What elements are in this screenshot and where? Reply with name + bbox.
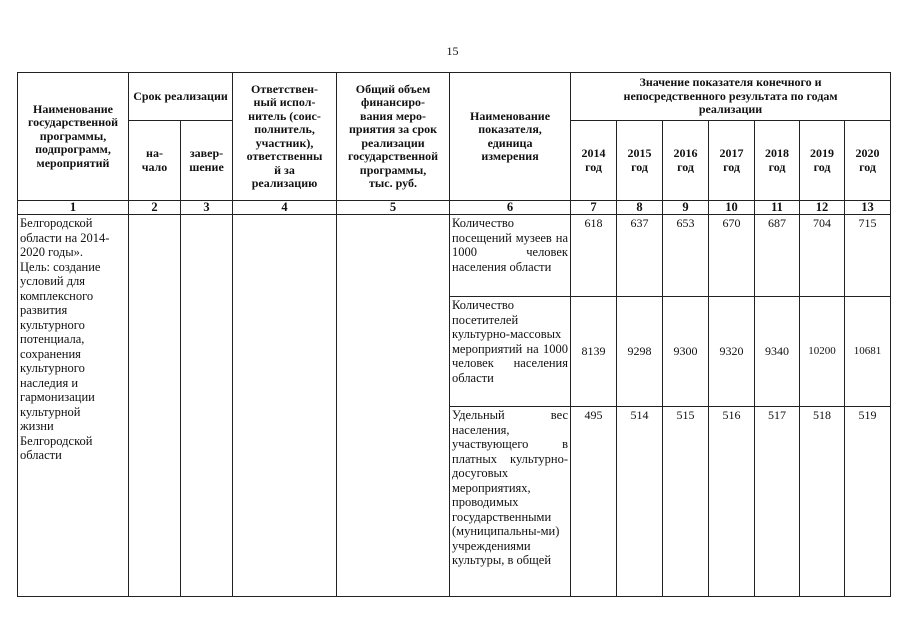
value-cell: 637 — [617, 215, 663, 297]
indicator-name: Количество посетителей культурно-массовых мероприятий на 1000 человек населения области — [450, 297, 571, 407]
value-cell: 515 — [663, 407, 709, 597]
value-cell: 670 — [709, 215, 755, 297]
header-program-name: Наименование государственной программы, подпрограмм, мероприятий — [18, 73, 129, 201]
col-num-9: 9 — [663, 201, 709, 215]
header-indicator: Наименование показателя, единица измерения — [450, 73, 571, 201]
value-cell: 8139 — [571, 297, 617, 407]
col-num-1: 1 — [18, 201, 129, 215]
header-volume: Общий объем финансиро- вания меро- приятия за срок реализации государственной программы, тыс. руб. — [337, 73, 450, 201]
col-num-10: 10 — [709, 201, 755, 215]
col-num-6: 6 — [450, 201, 571, 215]
header-year-2015: 2015 год — [617, 121, 663, 201]
header-year-2019: 2019 год — [800, 121, 845, 201]
value-cell: 9340 — [755, 297, 800, 407]
header-end: завер- шение — [181, 121, 233, 201]
header-year-2016: 2016 год — [663, 121, 709, 201]
col-num-3: 3 — [181, 201, 233, 215]
table-row — [18, 215, 891, 297]
col-num-2: 2 — [129, 201, 181, 215]
header-year-2020: 2020 год — [845, 121, 891, 201]
header-start: на- чало — [129, 121, 181, 201]
cell-volume — [337, 215, 450, 597]
value-cell: 10681 — [845, 297, 891, 407]
page-number: 15 — [446, 44, 459, 58]
col-num-8: 8 — [617, 201, 663, 215]
col-num-5: 5 — [337, 201, 450, 215]
col-num-4: 4 — [233, 201, 337, 215]
header-year-2017: 2017 год — [709, 121, 755, 201]
column-number-row — [18, 201, 891, 215]
indicator-name: Количество посещений музеев на 1000 человек населения области — [450, 215, 571, 297]
col-num-13: 13 — [845, 201, 891, 215]
value-cell: 9300 — [663, 297, 709, 407]
value-cell: 715 — [845, 215, 891, 297]
header-year-2018: 2018 год — [755, 121, 800, 201]
program-description: Белгородской области на 2014- 2020 годы». Цель: создание условий для комплексного развития культурного потенциала, сохранения культурного наследия и гармонизации культурной жизни Белгородской области — [18, 215, 129, 597]
value-cell: 10200 — [800, 297, 845, 407]
header-period: Срок реализации — [129, 73, 233, 121]
value-cell: 514 — [617, 407, 663, 597]
value-cell: 518 — [800, 407, 845, 597]
indicator-name: Удельный вес населения, участвующего в платных культурно-досуговых мероприятиях, проводимых государственными (муниципальны-ми) учреждениями культуры, в общей — [450, 407, 571, 597]
value-cell: 687 — [755, 215, 800, 297]
value-cell: 653 — [663, 215, 709, 297]
value-cell: 495 — [571, 407, 617, 597]
value-cell: 516 — [709, 407, 755, 597]
program-indicators-table — [17, 72, 891, 597]
value-cell: 519 — [845, 407, 891, 597]
value-cell: 9320 — [709, 297, 755, 407]
header-values-by-year: Значение показателя конечного и непосредственного результата по годам реализации — [571, 73, 891, 121]
col-num-7: 7 — [571, 201, 617, 215]
cell-end — [181, 215, 233, 597]
col-num-12: 12 — [800, 201, 845, 215]
value-cell: 9298 — [617, 297, 663, 407]
col-num-11: 11 — [755, 201, 800, 215]
cell-executor — [233, 215, 337, 597]
header-year-2014: 2014 год — [571, 121, 617, 201]
value-cell: 704 — [800, 215, 845, 297]
cell-start — [129, 215, 181, 597]
header-executor: Ответствен- ный испол- нитель (соис- полнитель, участник), ответственны й за реализацию — [233, 73, 337, 201]
value-cell: 618 — [571, 215, 617, 297]
value-cell: 517 — [755, 407, 800, 597]
